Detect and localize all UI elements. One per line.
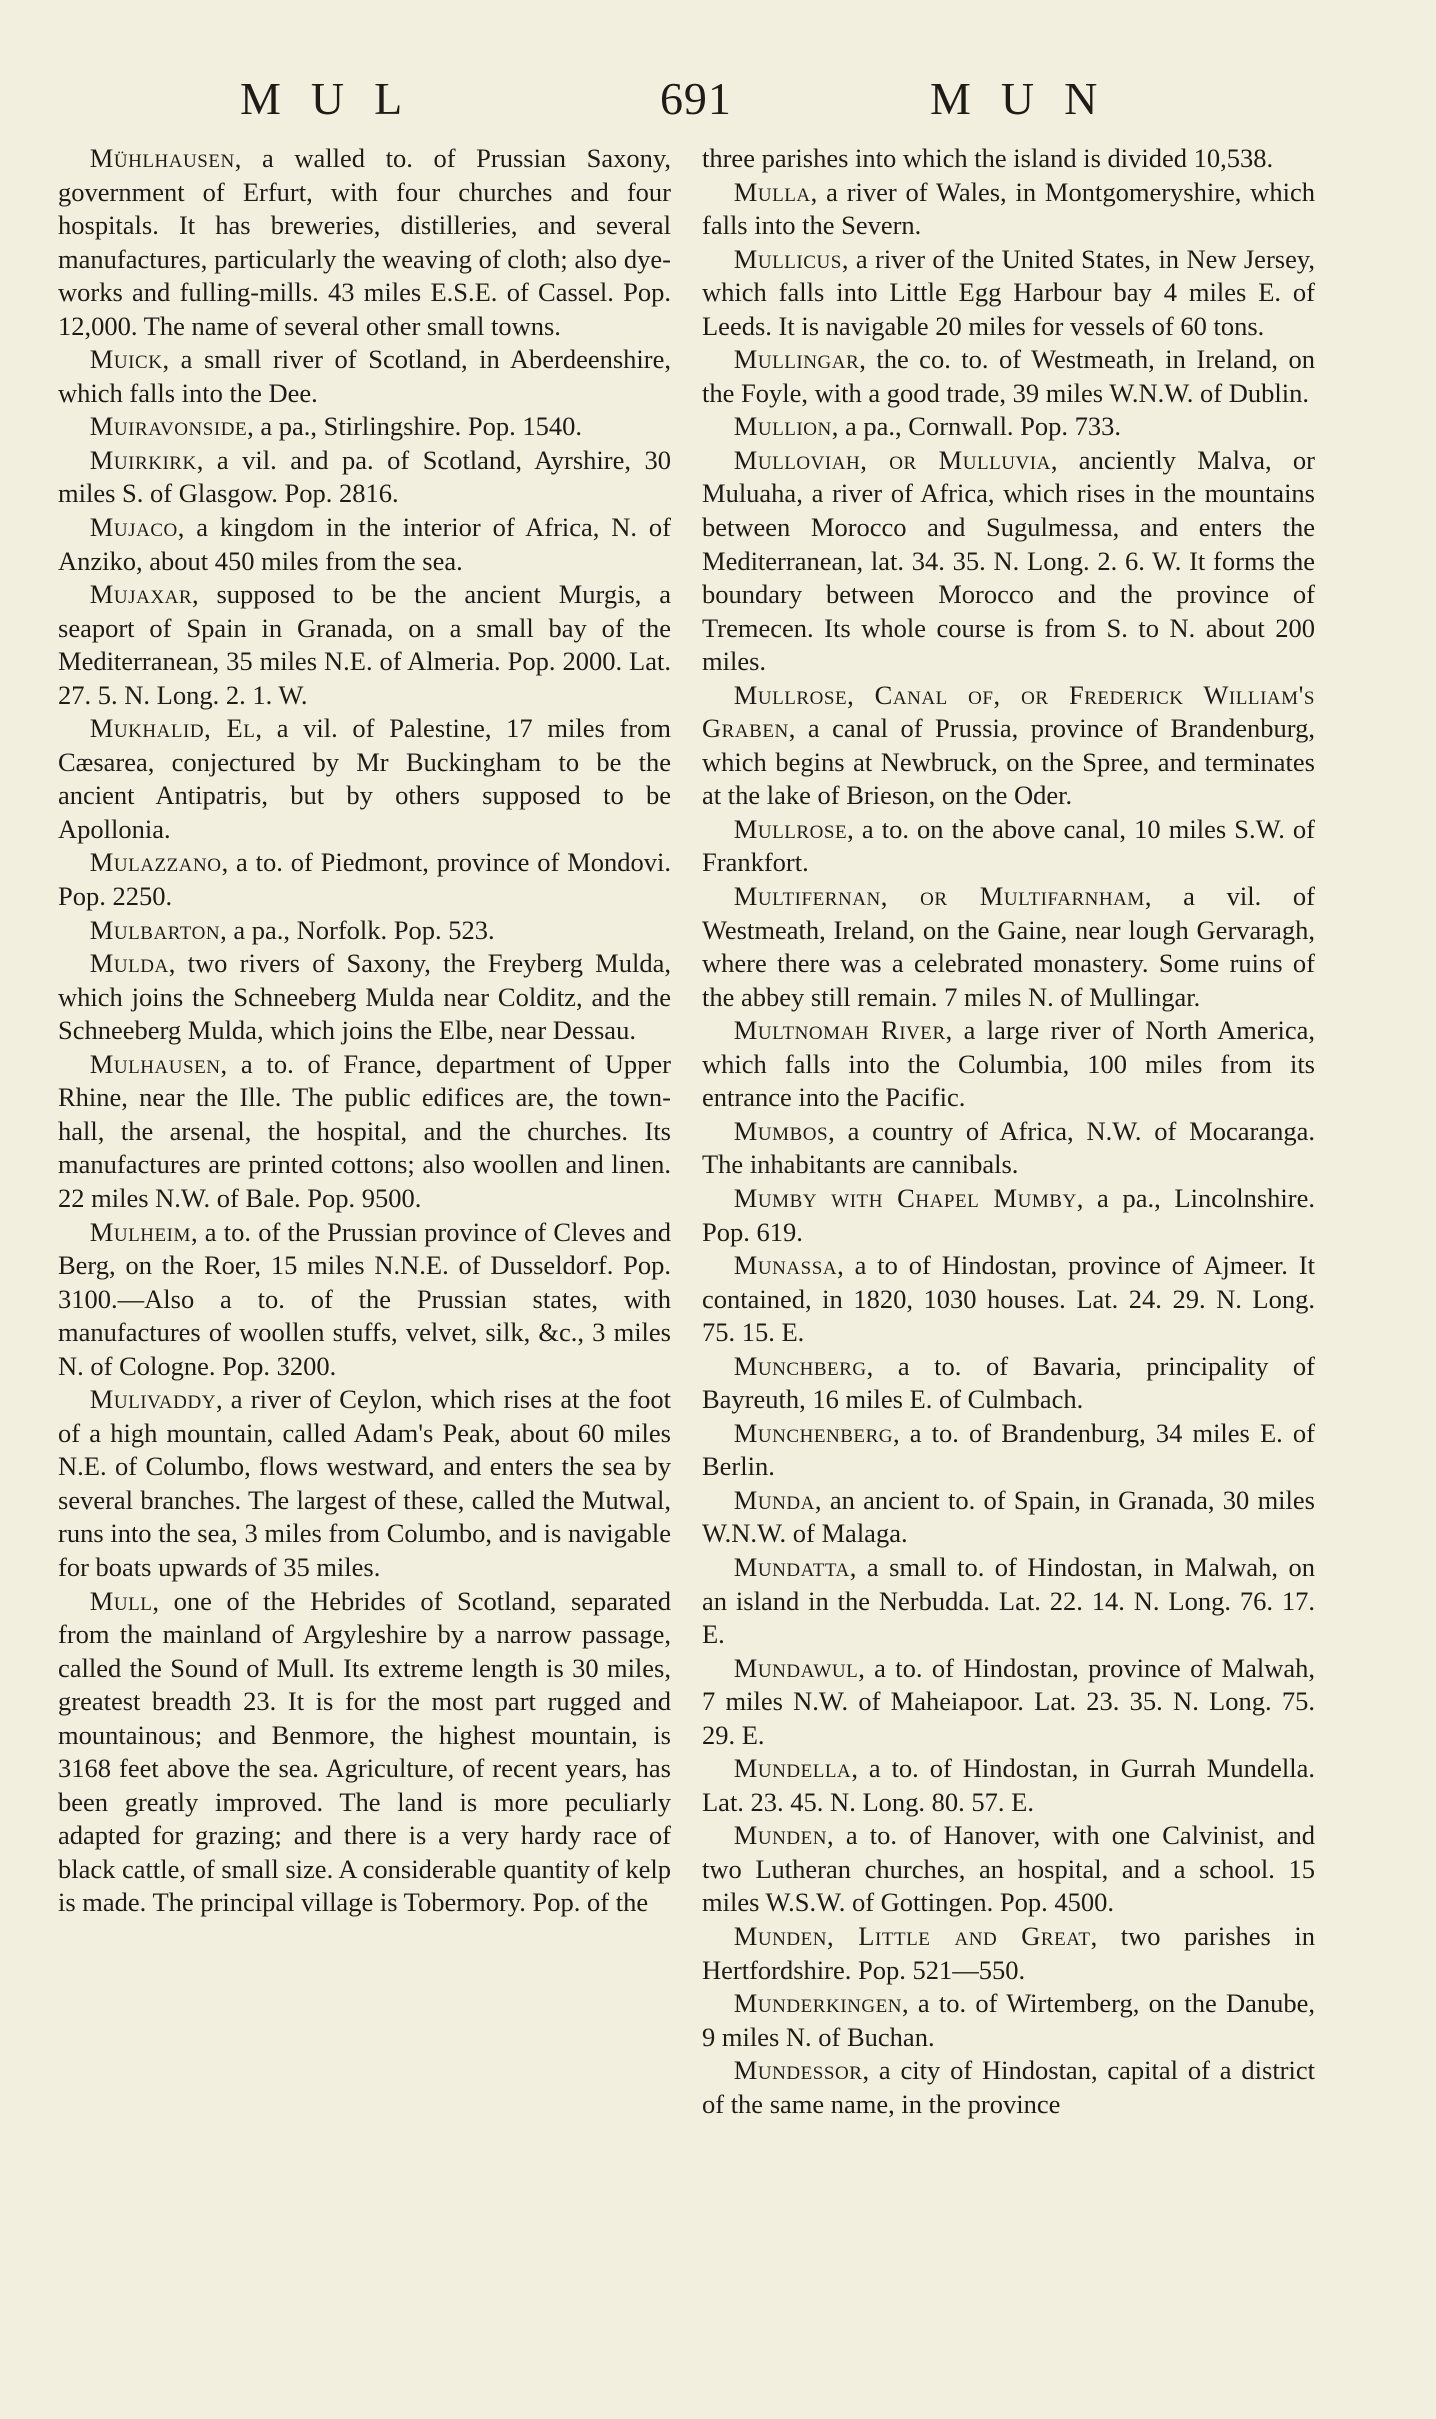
entry-text: , a kingdom in the interior of Africa, N. of Anziko, about 450 miles from the sea.: [58, 512, 671, 576]
entry-headword: Mulheim: [89, 1216, 191, 1247]
entry-headword: Munchberg: [733, 1350, 867, 1381]
entry-headword: Mulivaddy: [89, 1384, 216, 1415]
entry-text: , a to. of Piedmont, province of Mondovi. Pop. 2250.: [58, 847, 671, 912]
entry-headword: Mullion: [733, 411, 832, 442]
entry-text: , a to. of Brandenburg, 34 miles E. of Berlin.: [702, 1417, 1315, 1482]
entry-headword: Mull: [89, 1585, 153, 1616]
gazetteer-entry: [702, 1350, 1315, 1417]
entry-headword: Mulhausen: [89, 1048, 221, 1079]
entry-text: , a to. of Bavaria, principality of Bayreuth, 16 miles E. of Culmbach.: [702, 1350, 1315, 1415]
gazetteer-entry: [702, 176, 1315, 243]
entry-headword: Mühlhausen: [89, 143, 235, 173]
entry-headword: Munda: [733, 1484, 815, 1515]
entry-text: , a to. of the Prussian province of Cleves and Berg, on the Roer, 15 miles N.N.E. of Dusseldorf. Pop. 3100.—Also a to. of the Prussian states, with manufactures of woollen stuffs, velvet, silk, &c., 3 miles N. of Cologne. Pop. 3200.: [58, 1216, 671, 1381]
gazetteer-entry: [702, 1182, 1315, 1249]
entry-text: , a to. of France, department of Upper Rhine, near the Ille. The public edifices are, the town-hall, the arsenal, the hospital, and the churches. Its manufactures are printed cottons; also woollen and linen. 22 miles N.W. of Bale. Pop. 9500.: [58, 1048, 671, 1213]
entry-text: , a small river of Scotland, in Aberdeenshire, which falls into the Dee.: [58, 344, 671, 408]
entry-headword: Multnomah River: [733, 1015, 946, 1046]
entry-text: , a pa., Norfolk. Pop. 523.: [220, 914, 495, 945]
gazetteer-entry: [702, 880, 1315, 1014]
entry-text: three parishes into which the island is divided 10,538.: [702, 143, 1274, 173]
gazetteer-entry: [702, 410, 1315, 444]
entry-headword: Mundessor: [733, 2055, 863, 2086]
entry-text: , a country of Africa, N.W. of Mocaranga. The inhabitants are cannibals.: [702, 1115, 1315, 1180]
left-column: [58, 142, 671, 1920]
gazetteer-entry: [58, 1048, 671, 1216]
entry-headword: Mulda: [89, 948, 169, 979]
entry-text: , a walled to. of Prussian Saxony, government of Erfurt, with four churches and four hospitals. It has breweries, distilleries, and several manufactures, particularly the weaving of cloth; also dye-works and fulling-mills. 43 miles E.S.E. of Cassel. Pop. 12,000. The name of several other small towns.: [58, 143, 671, 341]
entry-text: , a large river of North America, which falls into the Columbia, 100 miles from its entrance into the Pacific.: [702, 1015, 1316, 1113]
entry-text: , anciently Malva, or Muluaha, a river of Africa, which rises in the mountains between Morocco and Sugulmessa, and enters the Mediterranean, lat. 34. 35. N. Long. 2. 6. W. It forms the boundary between Morocco and the province of Tremecen. Its whole course is from S. to N. about 200 miles.: [702, 444, 1315, 677]
entry-headword: Mundatta: [733, 1551, 850, 1582]
entry-text: , two rivers of Saxony, the Freyberg Mulda, which joins the Schneeberg Mulda near Colditz, and the Schneeberg Mulda, which joins the Elbe, near Dessau.: [58, 948, 671, 1046]
gazetteer-entry: [702, 1484, 1315, 1551]
gazetteer-entry: [58, 511, 671, 578]
page-number: 691: [660, 73, 732, 124]
gazetteer-entry: [58, 1216, 671, 1384]
entry-text: , a pa., Lincolnshire. Pop. 619.: [702, 1182, 1315, 1247]
entry-text: , a pa., Stirlingshire. Pop. 1540.: [247, 411, 583, 442]
header-left: MUL: [240, 73, 433, 124]
entry-text: , a vil. of Westmeath, Ireland, on the Gaine, near lough Gervaragh, where there was a celebrated monastery. Some ruins of the abbey still remain. 7 miles N. of Mullingar.: [702, 881, 1316, 1012]
entry-headword: Mullrose: [733, 813, 848, 844]
entry-text: , a to. of Hanover, with one Calvinist, and two Lutheran churches, an hospital, and a school. 15 miles W.S.W. of Gottingen. Pop. 4500.: [702, 1820, 1315, 1918]
entry-headword: Munassa: [733, 1250, 838, 1281]
entry-headword: Multifernan, or Multifarnham: [733, 881, 1145, 912]
right-column: [702, 142, 1315, 2121]
entry-headword: Mullrose, Canal of, or Frederick William's Graben: [702, 679, 1315, 744]
entry-text: , a river of the United States, in New Jersey, which falls into Little Egg Harbour bay 4 miles E. of Leeds. It is navigable 20 miles for vessels of 60 tons.: [702, 243, 1315, 341]
gazetteer-entry: [702, 142, 1315, 176]
gazetteer-entry: [702, 1920, 1315, 1987]
gazetteer-entry: [702, 1417, 1315, 1484]
entry-text: , a vil. and pa. of Scotland, Ayrshire, 30 miles S. of Glasgow. Pop. 2816.: [58, 444, 671, 509]
gazetteer-entry: [58, 914, 671, 948]
entry-text: , an ancient to. of Spain, in Granada, 30 miles W.N.W. of Malaga.: [702, 1484, 1315, 1549]
entry-text: , a canal of Prussia, province of Brandenburg, which begins at Newbruck, on the Spree, and terminates at the lake of Brieson, on the Oder.: [702, 713, 1315, 811]
entry-headword: Mujaxar: [89, 579, 193, 610]
entry-text: , one of the Hebrides of Scotland, separated from the mainland of Argyleshire by a narrow passage, called the Sound of Mull. Its extreme length is 30 miles, greatest breadth 23. It is for the most part rugged and mountainous; and Benmore, the highest mountain, is 3168 feet above the sea. Agriculture, of recent years, has been greatly improved. The land is more peculiarly adapted for grazing; and there is a very hardy race of black cattle, of small size. A considerable quantity of kelp is made. The principal village is Tobermory. Pop. of the: [58, 1585, 671, 1918]
entry-headword: Munden, Little and Great: [733, 1920, 1091, 1951]
gazetteer-entry: [702, 1115, 1315, 1182]
entry-text: , a river of Wales, in Montgomeryshire, which falls into the Severn.: [702, 176, 1315, 241]
entry-text: , a pa., Cornwall. Pop. 733.: [831, 411, 1122, 442]
gazetteer-entry: [58, 410, 671, 444]
entry-text: , a to. of Hindostan, province of Malwah, 7 miles N.W. of Maheiapoor. Lat. 23. 35. N. Long. 75. 29. E.: [702, 1652, 1315, 1750]
page-header: [240, 72, 1140, 142]
entry-headword: Mumbos: [733, 1115, 829, 1146]
entry-headword: Mullingar: [733, 344, 860, 375]
entry-text: , a to of Hindostan, province of Ajmeer. It contained, in 1820, 1030 houses. Lat. 24. 29. N. Long. 75. 15. E.: [702, 1250, 1315, 1348]
gazetteer-entry: [702, 444, 1315, 679]
header-right: MUN: [930, 73, 1128, 124]
gazetteer-entry: [702, 813, 1315, 880]
entry-headword: Mujaco: [89, 512, 178, 543]
gazetteer-entry: [702, 243, 1315, 344]
gazetteer-entry: [702, 2054, 1315, 2121]
entry-headword: Munden: [733, 1820, 828, 1851]
entry-headword: Mundella: [733, 1753, 852, 1784]
entry-headword: Munderkingen: [733, 1988, 902, 2019]
gazetteer-entry: [702, 1652, 1315, 1753]
entry-headword: Muirkirk: [89, 444, 197, 475]
entry-headword: Mullicus: [733, 243, 842, 274]
gazetteer-entry: [58, 142, 671, 343]
entry-headword: Mulla: [733, 176, 811, 207]
gazetteer-entry: [58, 343, 671, 410]
gazetteer-entry: [58, 1383, 671, 1584]
gazetteer-entry: [702, 1551, 1315, 1652]
entry-text: , a to. of Hindostan, in Gurrah Mundella. Lat. 23. 45. N. Long. 80. 57. E.: [702, 1753, 1315, 1817]
entry-text: , a vil. of Palestine, 17 miles from Cæsarea, conjectured by Mr Buckingham to be the ancient Antipatris, but by others supposed to be Apollonia.: [58, 713, 671, 844]
entry-text: , a river of Ceylon, which rises at the foot of a high mountain, called Adam's Peak, about 60 miles N.E. of Columbo, flows westward, and enters the sea by several branches. The largest of these, called the Mutwal, runs into the sea, 3 miles from Columbo, and is navigable for boats upwards of 35 miles.: [58, 1384, 671, 1582]
gazetteer-entry: [58, 947, 671, 1048]
entry-text: , two parishes in Hertfordshire. Pop. 521—550.: [702, 1920, 1316, 1985]
gazetteer-entry: [702, 1752, 1315, 1819]
entry-headword: Mukhalid, El: [89, 713, 256, 744]
entry-text: , the co. to. of Westmeath, in Ireland, on the Foyle, with a good trade, 39 miles W.N.W. of Dublin.: [702, 344, 1315, 408]
entry-headword: Mulloviah, or Mulluvia: [733, 444, 1051, 475]
entry-headword: Mulazzano: [89, 847, 222, 878]
entry-headword: Mumby with Chapel Mumby: [733, 1182, 1077, 1213]
gazetteer-entry: [702, 679, 1315, 813]
gazetteer-entry: [58, 846, 671, 913]
gazetteer-entry: [58, 712, 671, 846]
gazetteer-entry: [58, 1585, 671, 1920]
gazetteer-entry: [702, 343, 1315, 410]
gazetteer-entry: [702, 1249, 1315, 1350]
entry-text: , supposed to be the ancient Murgis, a seaport of Spain in Granada, on a small bay of the Mediterranean, 35 miles N.E. of Almeria. Pop. 2000. Lat. 27. 5. N. Long. 2. 1. W.: [58, 579, 671, 710]
entry-headword: Munchenberg: [733, 1417, 894, 1448]
entry-headword: Muick: [89, 344, 163, 375]
entry-headword: Mulbarton: [89, 914, 221, 945]
entry-text: , a city of Hindostan, capital of a district of the same name, in the province: [702, 2055, 1315, 2119]
gazetteer-entry: [58, 444, 671, 511]
gazetteer-entry: [702, 1014, 1315, 1115]
entry-text: , a to. of Wirtemberg, on the Danube, 9 miles N. of Buchan.: [702, 1988, 1315, 2052]
gazetteer-entry: [702, 1987, 1315, 2054]
entry-text: , a to. on the above canal, 10 miles S.W. of Frankfort.: [702, 813, 1315, 878]
gazetteer-entry: [58, 578, 671, 712]
entry-headword: Muiravonside: [89, 411, 248, 442]
gazetteer-entry: [702, 1819, 1315, 1920]
entry-headword: Mundawul: [733, 1652, 859, 1683]
entry-text: , a small to. of Hindostan, in Malwah, on an island in the Nerbudda. Lat. 22. 14. N. Long. 76. 17. E.: [702, 1551, 1315, 1650]
